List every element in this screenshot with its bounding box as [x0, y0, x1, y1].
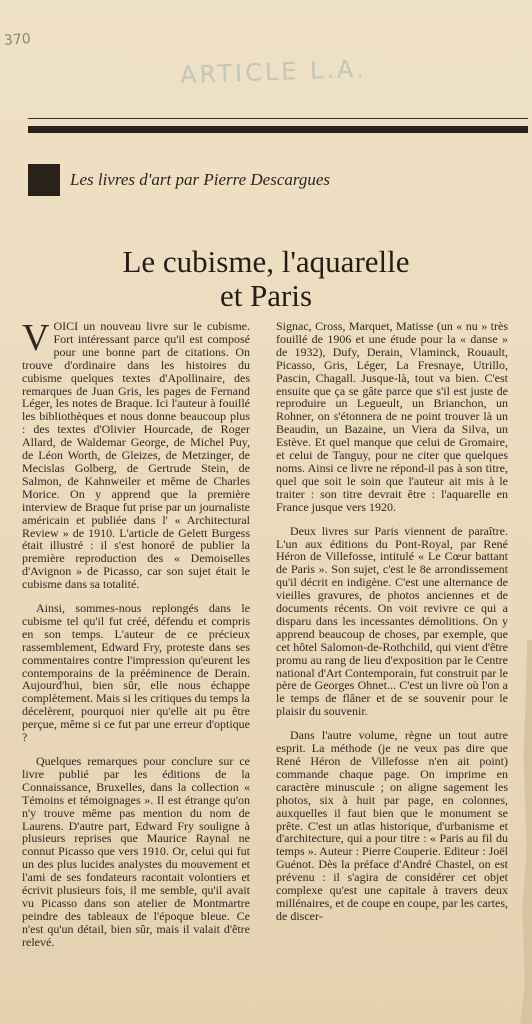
- rubric-square: [28, 164, 60, 196]
- paragraph: [22, 317, 250, 592]
- paragraph: Deux livres sur Paris viennent de paraître. L'un aux éditions du Pont-Royal, par René Héron de Villefosse, intitulé « Le Cœur battant de Paris ». Son sujet, c'est le 8e arrondissement qu'il décrit en indigène. C'est une alternance de vieilles gravures, de photos anciennes et de documents récents. On voit revivre ce qui a disparu dans les incessantes démolitions. On y apprend beaucoup de choses, par exemple, que cet hôtel Salomon-de-Rothchild, qui vient d'être promu au rang de lieu d'exposition par le Centre national d'Art Contemporain, fut construit par le père de Georges Ohnet... C'est un livre où l'on a le temps de flâner et de se souvenir pour le plaisir du souvenir.: [276, 523, 508, 719]
- paragraph: Dans l'autre volume, règne un tout autre esprit. La méthode (je ne veux pas dire que René Héron de Villefosse n'en ait point) commande chaque page. On imprime en caractère minuscule ; on aligne sagement les photos, six à huit par page, en colonnes, auxquelles il faut bien que le monument se prête. C'est un atlas historique, d'urbanisme et d'architecture, qui a pour titre : « Paris au fil du temps ». Auteur : Pierre Couperie. Editeur : Joël Guénot. Dès la préface d'André Chastel, on est prévenu : il s'agira de considérer cet objet complexe qu'est une capitale à travers deux millénaires, et de coupe en coupe, par les cartes, de discer-: [276, 728, 508, 923]
- faded-stamp: ARTICLE L.A.: [179, 54, 368, 90]
- headline-line-2: et Paris: [219, 277, 313, 313]
- pencil-annotation: 370: [3, 31, 32, 49]
- torn-edge: [520, 640, 532, 1024]
- article-column-left: [22, 317, 250, 960]
- drop-cap: V: [22, 317, 50, 359]
- top-thin-rule: [28, 118, 528, 119]
- article-column-right: [276, 320, 508, 934]
- article-headline: [40, 245, 492, 313]
- paragraph: Quelques remarques pour conclure sur ce livre publié par les éditions de la Connaissance, Bruxelles, dans la collection « Témoins et témoignages ». Il est étrange qu'on n'y trouve même pas mention du nom de Laurens. D'autre part, Edward Fry souligne à plusieurs reprises que Maurice Raynal ne connut Picasso que vers 1910. Or, celui qui fut un des plus lucides analystes du mouvement et l'ami de ses fondateurs racontait volontiers et écrivit plusieurs fois, il me semble, qu'il avait vu Picasso dans son atelier de Montmartre peindre des tableaux de l'époque bleue. Ce n'est qu'un détail, bien sûr, mais il valait d'être relevé.: [22, 754, 250, 949]
- section-rubric: [28, 164, 330, 196]
- headline-line-1: Le cubisme, l'aquarelle: [122, 243, 410, 279]
- paragraph: Ainsi, sommes-nous replongés dans le cubisme tel qu'il fut créé, défendu et compris en son temps. L'auteur de ce précieux rassemblement, Edward Fry, proteste dans ses commentaires contre l'impression qu'eurent les contemporains de la prééminence de Derain. Aujourd'hui, bien sûr, elle nous échappe complètement. Mais si les critiques du temps la décelèrent, pourquoi nier qu'elle ait pu être perçue, même si ce fut par une erreur d'optique ?: [22, 601, 250, 745]
- paragraph-text: OICI un nouveau livre sur le cubisme. Fort intéressant parce qu'il est composé pour une bonne part de citations. On trouve d'ordinaire dans les histoires du cubisme quelques textes d'Apollinaire, des remarques de Juan Gris, les pages de Fernand Léger, les notes de Braque. Ici l'auteur à fouillé les bibliothèques et nous donne beaucoup plus : des textes d'Olivier Hourcade, de Roger Allard, de Waldemar George, de Michel Puy, de Léon Worth, de Gleizes, de Metzinger, de Mecislas Golberg, de Gertrude Stein, de Salmon, de Kahnweiler et même de Charles Morice. On y apprend que la première interview de Braque fut prise par un journaliste américain et publiée dans l' « Architectural Review » de 1910. L'article de Gelett Burgess était illustré : il s'est honoré de publier la première reproduction des « Demoiselles d'Avignon » de Picasso, car son sujet était le cubisme dans sa totalité.: [22, 319, 250, 592]
- paragraph: Signac, Cross, Marquet, Matisse (un « nu » très fouillé de 1906 et une étude pour la « danse » de 1932), Dufy, Derain, Vlaminck, Rouault, Picasso, Gris, Léger, La Fresnaye, Utrillo, Pascin, Chagall. Jusque-là, tout va bien. C'est ensuite que ça se gâte parce que s'il est juste de reproduire un Legueult, un Brianchon, un Rohner, on s'étonnera de ne point trouver là un Beaudin, un Bazaine, un Viera da Silva, un Estève. Et quel manque que celui de Gromaire, et celui de Tanguy, pour ne citer que quelques noms. Ainsi ce livre ne répond-il pas à son titre, quel que soit le soin que l'auteur ait mis à le traiter : son titre devrait être : l'aquarelle en France jusque vers 1920.: [276, 319, 508, 514]
- rubric-text: Les livres d'art par Pierre Descargues: [70, 170, 331, 189]
- top-thick-rule: [28, 126, 528, 133]
